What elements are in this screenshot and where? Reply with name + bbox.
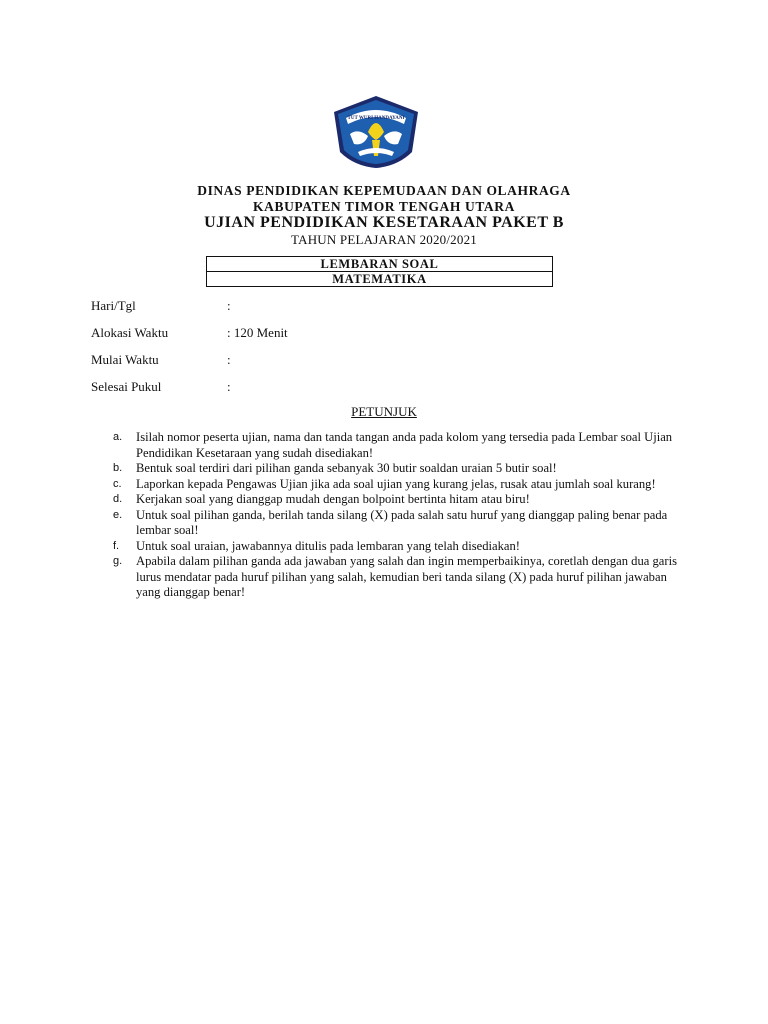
field-start-time-value: :: [227, 352, 231, 367]
instruction-item: [113, 492, 678, 508]
instruction-item: [113, 477, 678, 493]
field-start-time-label: Mulai Waktu: [91, 352, 159, 367]
instruction-marker: d.: [113, 493, 123, 505]
instruction-marker: f.: [113, 539, 120, 552]
instruction-text: Apabila dalam pilihan ganda ada jawaban yang salah dan ingin memperbaikinya, coretlah dengan dua garis lurus mendatar pada huruf pilihan yang salah, kemudian beri tanda silang (X) pada huruf pilihan jawaban yang dianggap benar!: [136, 554, 677, 599]
header-exam-title: UJIAN PENDIDIKAN KESETARAAN PAKET B: [204, 214, 564, 231]
subject-box: [206, 256, 553, 287]
field-duration-label: Alokasi Waktu: [91, 325, 169, 340]
instruction-text: Laporkan kepada Pengawas Ujian jika ada soal ujian yang kurang jelas, rusak atau jumlah soal kurang!: [136, 476, 656, 491]
instruction-marker: b.: [113, 462, 123, 474]
instructions-list: [113, 430, 678, 601]
instruction-item: [113, 461, 678, 477]
box-subject: MATEMATIKA: [207, 271, 552, 286]
logo-motto: TUT WURI HANDAYANI: [347, 116, 405, 121]
instructions-title: PETUNJUK: [351, 404, 417, 419]
instruction-marker: g.: [113, 555, 123, 567]
tut-wuri-handayani-logo: [328, 94, 424, 170]
instruction-text: Isilah nomor peserta ujian, nama dan tanda tangan anda pada kolom yang tersedia pada Lembar soal Ujian Pendidikan Kesetaraan yang sudah disediakan!: [136, 430, 673, 460]
field-date-label: Hari/Tgl: [91, 298, 136, 313]
instruction-item: [113, 430, 678, 461]
header-regency: KABUPATEN TIMOR TENGAH UTARA: [253, 199, 515, 214]
header-school-year: TAHUN PELAJARAN 2020/2021: [291, 232, 477, 247]
instruction-text: Untuk soal uraian, jawabannya ditulis pada lembaran yang telah disediakan!: [136, 538, 520, 553]
box-sheet-title: LEMBARAN SOAL: [320, 257, 439, 271]
instruction-marker: e.: [113, 508, 123, 521]
instruction-text: Untuk soal pilihan ganda, berilah tanda silang (X) pada salah satu huruf yang dianggap paling benar pada lembar soal!: [136, 507, 668, 537]
field-end-time-label: Selesai Pukul: [91, 379, 162, 394]
instruction-marker: a.: [113, 431, 123, 443]
header-agency: DINAS PENDIDIKAN KEPEMUDAAN DAN OLAHRAGA: [197, 183, 571, 198]
field-duration-value: : 120 Menit: [227, 325, 288, 340]
instruction-item: [113, 539, 678, 555]
instruction-marker: c.: [113, 477, 122, 490]
instruction-item: [113, 554, 678, 601]
instruction-text: Kerjakan soal yang dianggap mudah dengan bolpoint bertinta hitam atau biru!: [136, 492, 530, 506]
instruction-item: [113, 508, 678, 539]
field-date-value: :: [227, 298, 231, 313]
instruction-text: Bentuk soal terdiri dari pilihan ganda sebanyak 30 butir soaldan uraian 5 butir soal!: [136, 461, 557, 475]
field-end-time-value: :: [227, 379, 231, 394]
